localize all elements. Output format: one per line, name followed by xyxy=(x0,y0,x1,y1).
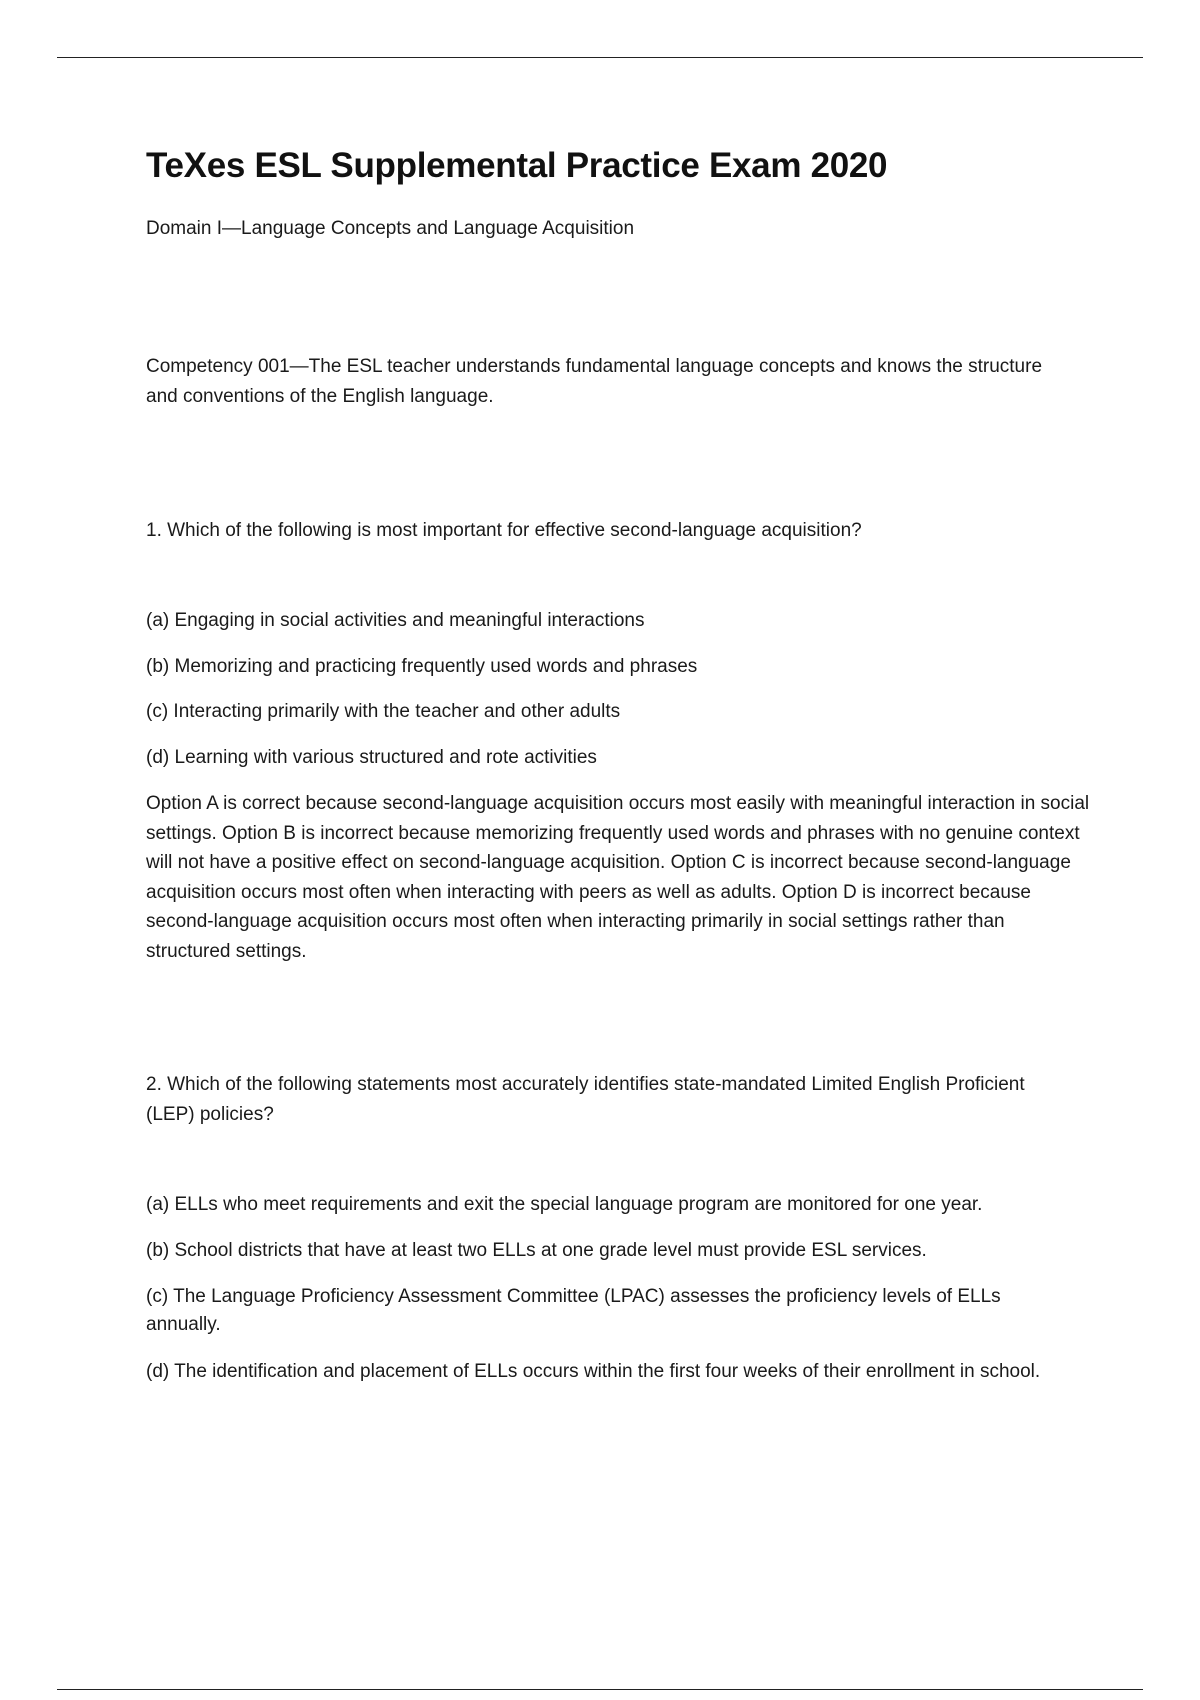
question-1-option-b: (b) Memorizing and practicing frequently used words and phrases xyxy=(146,656,698,677)
question-2-option-c: (c) The Language Proficiency Assessment Committee (LPAC) assesses the proficiency levels of ELLs annually. xyxy=(146,1286,1001,1335)
domain-heading: Domain I—Language Concepts and Language Acquisition xyxy=(146,218,635,239)
question-1-option-a: (a) Engaging in social activities and meaningful interactions xyxy=(146,610,645,631)
top-rule xyxy=(57,57,1143,58)
question-1-option-d: (d) Learning with various structured and rote activities xyxy=(146,747,597,768)
question-1-option-c: (c) Interacting primarily with the teacher and other adults xyxy=(146,701,621,722)
bottom-rule xyxy=(57,1689,1143,1690)
question-1-explanation: Option A is correct because second-language acquisition occurs most easily with meaningful interaction in social settings. Option B is incorrect because memorizing frequently used words and phrases with no genuine context will not have a positive effect on second-language acquisition. Option C is incorrect because second-language acquisition occurs most often when interacting with peers as well as adults. Option D is incorrect because second-language acquisition occurs most often when interacting primarily in social settings rather than structured settings. xyxy=(146,793,1090,962)
document-title: TeXes ESL Supplemental Practice Exam 2020 xyxy=(146,146,888,185)
question-2-option-d: (d) The identification and placement of ELLs occurs within the first four weeks of their enrollment in school. xyxy=(146,1361,1041,1382)
question-1-prompt: 1. Which of the following is most important for effective second-language acquisition? xyxy=(146,520,862,541)
question-2-prompt: 2. Which of the following statements most accurately identifies state-mandated Limited English Proficient (LEP) policies? xyxy=(146,1074,1025,1125)
competency-text: Competency 001—The ESL teacher understands fundamental language concepts and knows the structure and conventions of the English language. xyxy=(146,356,1043,407)
question-2-option-a: (a) ELLs who meet requirements and exit the special language program are monitored for one year. xyxy=(146,1194,983,1215)
question-2-option-b: (b) School districts that have at least two ELLs at one grade level must provide ESL services. xyxy=(146,1240,927,1261)
